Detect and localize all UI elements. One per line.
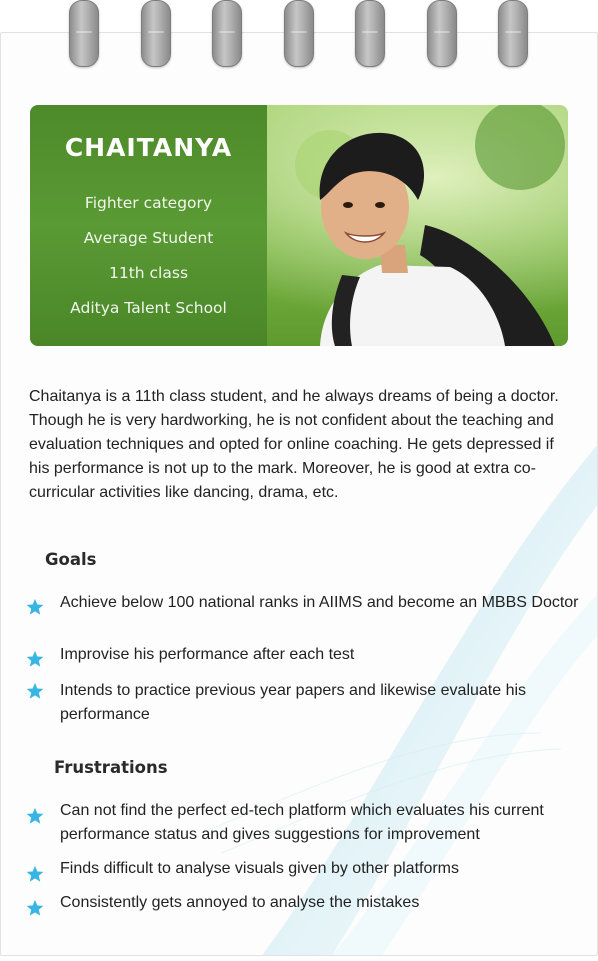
spiral-ring — [498, 0, 528, 67]
star-icon — [26, 650, 44, 668]
goal-text: Achieve below 100 national ranks in AIIMS and become an MBBS Doctor — [60, 594, 579, 611]
spiral-binding — [0, 0, 598, 70]
goal-text: Intends to practice previous year papers and likewise evaluate his performance — [60, 682, 527, 723]
spiral-ring — [212, 0, 242, 67]
star-icon — [26, 865, 44, 883]
student-category: Fighter category — [84, 194, 213, 212]
profile-banner — [30, 105, 568, 346]
frustration-text: Can not find the perfect ed-tech platform which evaluates his current performance status and gives suggestions for improvement — [60, 802, 544, 843]
star-icon — [26, 682, 44, 700]
star-icon — [26, 807, 44, 825]
goal-text: Improvise his performance after each test — [60, 646, 355, 663]
student-name: CHAITANYA — [64, 133, 233, 162]
spiral-ring — [355, 0, 385, 67]
star-icon — [26, 598, 44, 616]
spiral-ring — [427, 0, 457, 67]
goals-heading: Goals — [45, 550, 97, 569]
profile-info-panel — [30, 105, 267, 346]
student-level: Average Student — [83, 229, 214, 247]
student-class: 11th class — [108, 264, 189, 282]
spiral-ring — [69, 0, 99, 67]
frustration-text: Consistently gets annoyed to analyse the mistakes — [60, 894, 420, 911]
star-icon — [26, 899, 44, 917]
frustration-text: Finds difficult to analyse visuals given by other platforms — [60, 860, 460, 877]
spiral-ring — [141, 0, 171, 67]
student-school: Aditya Talent School — [70, 299, 227, 317]
intro-paragraph: Chaitanya is a 11th class student, and he always dreams of being a doctor. Though he is very hardworking, he is not confident about the teaching and evaluation techniques and opted for online coaching. He gets depressed if his performance is not up to the mark. Moreover, he is good at extra co-curricular activities like dancing, drama, etc. — [29, 388, 559, 501]
spiral-ring — [284, 0, 314, 67]
frustrations-heading: Frustrations — [54, 758, 168, 777]
